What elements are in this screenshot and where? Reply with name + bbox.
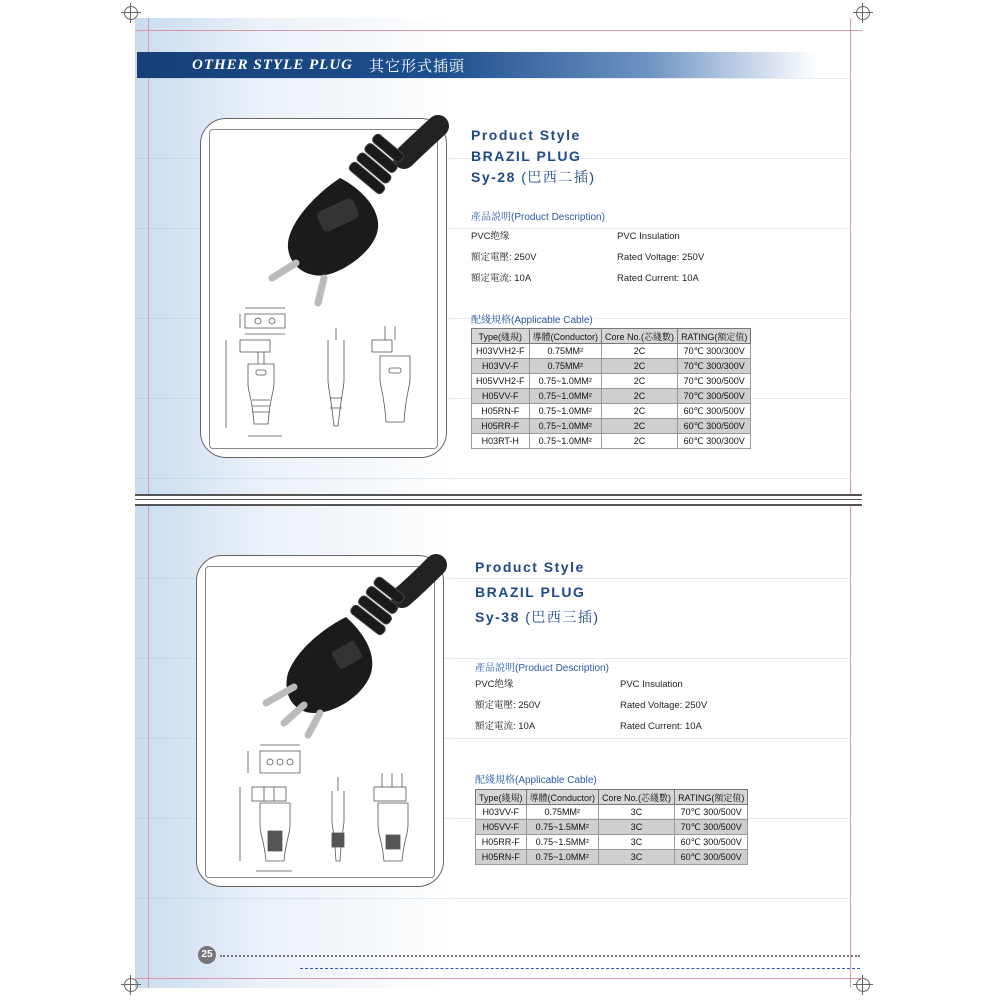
- cell-conductor: 0.75MM²: [526, 805, 599, 820]
- cell-conductor: 0.75MM²: [529, 344, 602, 359]
- cell-conductor: 0.75~1.5MM²: [526, 820, 599, 835]
- cell-core: 2C: [602, 374, 678, 389]
- column-header: Type(綫規): [472, 329, 530, 344]
- table-row: [472, 344, 751, 359]
- cell-type: H05VV-F: [476, 820, 527, 835]
- description-heading: 產品説明(Product Description): [475, 663, 609, 674]
- spec-en: Rated Voltage: 250V: [620, 700, 708, 711]
- product-model: [471, 167, 596, 188]
- cell-rating: 70℃ 300/500V: [678, 374, 751, 389]
- cell-type: H05VV-F: [472, 389, 530, 404]
- spec-zh: 額定電流: 10A: [471, 273, 532, 284]
- product-title-block: [475, 555, 600, 630]
- table-row: [472, 404, 751, 419]
- crop-mark-icon: [124, 6, 138, 20]
- cell-conductor: 0.75~1.0MM²: [529, 374, 602, 389]
- spec-zh: 額定電壓: 250V: [475, 700, 541, 711]
- product-model: [475, 605, 600, 630]
- product-style-label: Product Style: [475, 559, 585, 575]
- cell-type: H05RR-F: [472, 419, 530, 434]
- model-code: Sy-38: [475, 609, 520, 625]
- column-header: Core No.(芯綫數): [602, 329, 678, 344]
- cell-rating: 60℃ 300/300V: [678, 434, 751, 449]
- cable-spec-table: [471, 328, 751, 449]
- spec-en: PVC Insulation: [617, 231, 680, 242]
- cell-core: 2C: [602, 359, 678, 374]
- table-row: [472, 359, 751, 374]
- spec-zh: 額定電流: 10A: [475, 721, 536, 732]
- spec-en: Rated Voltage: 250V: [617, 252, 705, 263]
- banner-title-zh: 其它形式插頭: [369, 57, 466, 75]
- cell-core: 3C: [599, 805, 675, 820]
- cell-type: H05RR-F: [476, 835, 527, 850]
- cell-conductor: 0.75~1.0MM²: [529, 404, 602, 419]
- cell-rating: 70℃ 300/500V: [675, 820, 748, 835]
- spec-row: [471, 247, 801, 268]
- cable-heading: 配綫規格(Applicable Cable): [475, 775, 597, 786]
- table-row: [476, 805, 748, 820]
- product-title-block: [471, 125, 596, 188]
- spec-row: [471, 226, 801, 247]
- cell-conductor: 0.75~1.5MM²: [526, 835, 599, 850]
- product-name: BRAZIL PLUG: [471, 148, 582, 164]
- cell-core: 3C: [599, 835, 675, 850]
- crop-mark-icon: [856, 6, 870, 20]
- spec-list: [471, 226, 801, 289]
- spec-row: [475, 716, 805, 737]
- cell-rating: 70℃ 300/300V: [678, 359, 751, 374]
- cell-rating: 60℃ 300/500V: [678, 404, 751, 419]
- cell-conductor: 0.75~1.0MM²: [529, 389, 602, 404]
- table-row: [476, 820, 748, 835]
- cable-spec-table: [475, 789, 748, 865]
- section-banner: [137, 52, 817, 78]
- plug-2-pin-illustration: [200, 118, 445, 456]
- cell-type: H05RN-F: [476, 850, 527, 865]
- cell-core: 3C: [599, 850, 675, 865]
- banner-title-en: OTHER STYLE PLUG: [192, 56, 353, 73]
- column-header: Core No.(芯綫數): [599, 790, 675, 805]
- page-number: 25: [198, 946, 216, 964]
- cable-heading: 配綫規格(Applicable Cable): [471, 315, 593, 326]
- model-code: Sy-28: [471, 169, 516, 185]
- cell-type: H03VV-F: [472, 359, 530, 374]
- footer-dotted-rule: [220, 955, 860, 957]
- table-row: [476, 850, 748, 865]
- column-header: 導體(Conductor): [529, 329, 602, 344]
- spec-zh: PVC绝缘: [475, 679, 514, 690]
- footer-dashed-rule: [300, 968, 860, 969]
- section-divider: [135, 494, 862, 506]
- cell-core: 3C: [599, 820, 675, 835]
- cell-conductor: 0.75MM²: [529, 359, 602, 374]
- cell-type: H03VV-F: [476, 805, 527, 820]
- cell-rating: 70℃ 300/500V: [678, 389, 751, 404]
- cell-rating: 60℃ 300/500V: [675, 835, 748, 850]
- spec-zh: PVC绝缘: [471, 231, 510, 242]
- cell-core: 2C: [602, 434, 678, 449]
- model-chinese-name: (巴西三插): [525, 609, 600, 625]
- spec-row: [475, 674, 805, 695]
- spec-en: Rated Current: 10A: [620, 721, 702, 732]
- cell-core: 2C: [602, 344, 678, 359]
- spec-row: [475, 695, 805, 716]
- cell-rating: 60℃ 300/500V: [678, 419, 751, 434]
- plug-3-pin-illustration: [196, 555, 442, 885]
- spec-zh: 額定電壓: 250V: [471, 252, 537, 263]
- spec-en: PVC Insulation: [620, 679, 683, 690]
- column-header: RATING(額定值): [675, 790, 748, 805]
- bleed-line: [135, 978, 862, 979]
- table-header-row: [476, 790, 748, 805]
- cell-type: H03RT-H: [472, 434, 530, 449]
- description-heading: 產品説明(Product Description): [471, 212, 605, 223]
- cell-core: 2C: [602, 419, 678, 434]
- cell-core: 2C: [602, 389, 678, 404]
- table-row: [472, 419, 751, 434]
- bleed-line: [135, 30, 862, 31]
- cell-core: 2C: [602, 404, 678, 419]
- model-chinese-name: (巴西二插): [521, 169, 596, 185]
- product-style-label: Product Style: [471, 127, 581, 143]
- product-name: BRAZIL PLUG: [475, 584, 586, 600]
- cell-rating: 70℃ 300/300V: [678, 344, 751, 359]
- table-row: [472, 434, 751, 449]
- crop-mark-icon: [124, 978, 138, 992]
- cell-rating: 70℃ 300/500V: [675, 805, 748, 820]
- table-row: [472, 389, 751, 404]
- crop-mark-icon: [856, 978, 870, 992]
- cell-conductor: 0.75~1.0MM²: [526, 850, 599, 865]
- spec-en: Rated Current: 10A: [617, 273, 699, 284]
- column-header: 導體(Conductor): [526, 790, 599, 805]
- cell-type: H03VVH2-F: [472, 344, 530, 359]
- cell-conductor: 0.75~1.0MM²: [529, 434, 602, 449]
- cell-type: H05VVH2-F: [472, 374, 530, 389]
- cell-rating: 60℃ 300/500V: [675, 850, 748, 865]
- spec-row: [471, 268, 801, 289]
- column-header: Type(綫規): [476, 790, 527, 805]
- cell-conductor: 0.75~1.0MM²: [529, 419, 602, 434]
- table-header-row: [472, 329, 751, 344]
- table-row: [472, 374, 751, 389]
- table-row: [476, 835, 748, 850]
- column-header: RATING(額定值): [678, 329, 751, 344]
- spec-list: [475, 674, 805, 737]
- cell-type: H05RN-F: [472, 404, 530, 419]
